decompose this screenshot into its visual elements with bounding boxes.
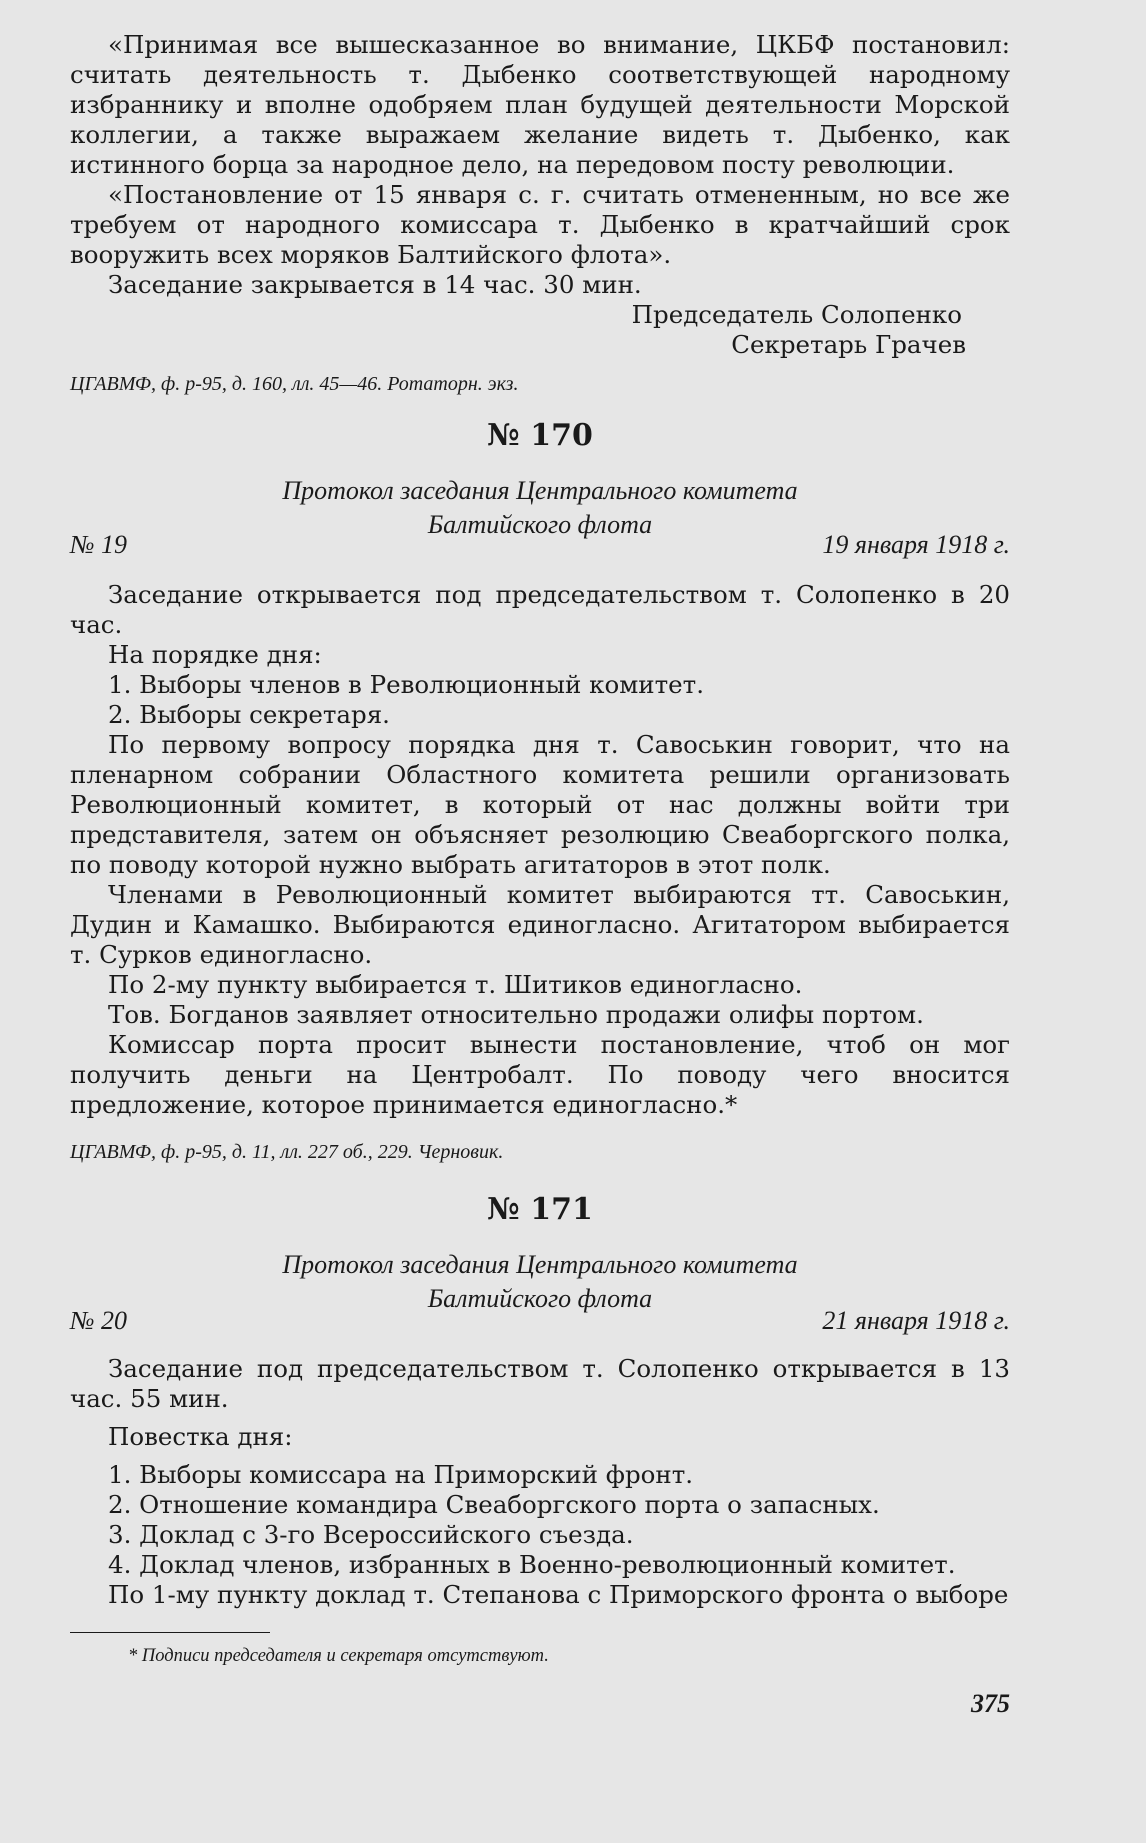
document-title: Протокол заседания Центрального комитета xyxy=(282,476,798,505)
paragraph: По первому вопросу порядка дня т. Савоськин говорит, что на пленарном собрании Областного комитета решили организовать Революционный комитет, в который от нас должны войти три представителя, затем он объясняет резолюцию Свеаборгского полка, по поводу которой нужно выбрать агитаторов в этот полк. xyxy=(70,730,1010,879)
signature-chairman: Председатель Солопенко xyxy=(631,300,962,329)
archive-source: ЦГАВМФ, ф. р-95, д. 11, лл. 227 об., 229. Черновик. xyxy=(70,1141,504,1163)
footnote-divider xyxy=(70,1632,270,1633)
document-page xyxy=(70,30,1010,1719)
paragraph: Заседание закрывается в 14 час. 30 мин. xyxy=(108,270,642,299)
agenda-item: 3. Доклад с 3-го Всероссийского съезда. xyxy=(108,1520,634,1549)
document-number: № 170 xyxy=(487,418,593,453)
signature-secretary: Секретарь Грачев xyxy=(731,330,966,359)
document-title: Балтийского флота xyxy=(427,510,653,539)
archive-source: ЦГАВМФ, ф. р-95, д. 160, лл. 45—46. Ротаторн. экз. xyxy=(70,373,519,395)
agenda-item: 2. Отношение командира Свеаборгского порта о запасных. xyxy=(108,1490,880,1519)
agenda-item: 2. Выборы секретаря. xyxy=(108,700,390,729)
protocol-date: 19 января 1918 г. xyxy=(822,530,1010,559)
paragraph: «Принимая все вышесказанное во внимание, ЦКБФ постановил: считать деятельность т. Дыбенко соответствующей народному избраннику и вполне одобряем план будущей деятельности Морской коллегии, а также выражаем желание видеть т. Дыбенко, как истинного борца за народное дело, на передовом посту революции. xyxy=(70,30,1010,179)
document-170 xyxy=(70,418,1010,1166)
document-title: Балтийского флота xyxy=(427,1284,653,1313)
agenda-item: 1. Выборы комиссара на Приморский фронт. xyxy=(108,1460,694,1489)
paragraph: Повестка дня: xyxy=(108,1422,293,1451)
paragraph: По 1-му пункту доклад т. Степанова с Приморского фронта о выборе xyxy=(108,1580,1009,1609)
page-number: 375 xyxy=(971,1689,1010,1718)
paragraph: «Постановление от 15 января с. г. считать отмененным, но все же требуем от народного комиссара т. Дыбенко в кратчайший срок вооружить всех моряков Балтийского флота». xyxy=(70,180,1010,269)
protocol-number: № 20 xyxy=(70,1306,128,1335)
agenda-item: 4. Доклад членов, избранных в Военно-революционный комитет. xyxy=(108,1550,956,1579)
paragraph: На порядке дня: xyxy=(108,640,322,669)
paragraph: Членами в Революционный комитет выбираются тт. Савоськин, Дудин и Камашко. Выбираются единогласно. Агитатором выбирается т. Сурков единогласно. xyxy=(70,880,1010,969)
protocol-date: 21 января 1918 г. xyxy=(822,1306,1010,1335)
previous-document-ending xyxy=(70,30,1010,398)
document-number: № 171 xyxy=(487,1192,593,1227)
document-171 xyxy=(70,1192,1010,1610)
paragraph: Тов. Богданов заявляет относительно продажи олифы портом. xyxy=(108,1000,924,1029)
paragraph: Комиссар порта просит вынести постановление, чтоб он мог получить деньги на Центробалт. По поводу чего вносится предложение, которое принимается единогласно.* xyxy=(70,1030,1010,1119)
document-title: Протокол заседания Центрального комитета xyxy=(282,1250,798,1279)
protocol-number: № 19 xyxy=(70,530,128,559)
footnote: * Подписи председателя и секретаря отсутствуют. xyxy=(128,1646,549,1666)
paragraph: Заседание открывается под председательством т. Солопенко в 20 час. xyxy=(70,580,1010,639)
agenda-item: 1. Выборы членов в Революционный комитет. xyxy=(108,670,705,699)
paragraph: Заседание под председательством т. Солопенко открывается в 13 час. 55 мин. xyxy=(70,1354,1010,1413)
paragraph: По 2-му пункту выбирается т. Шитиков единогласно. xyxy=(108,970,803,999)
